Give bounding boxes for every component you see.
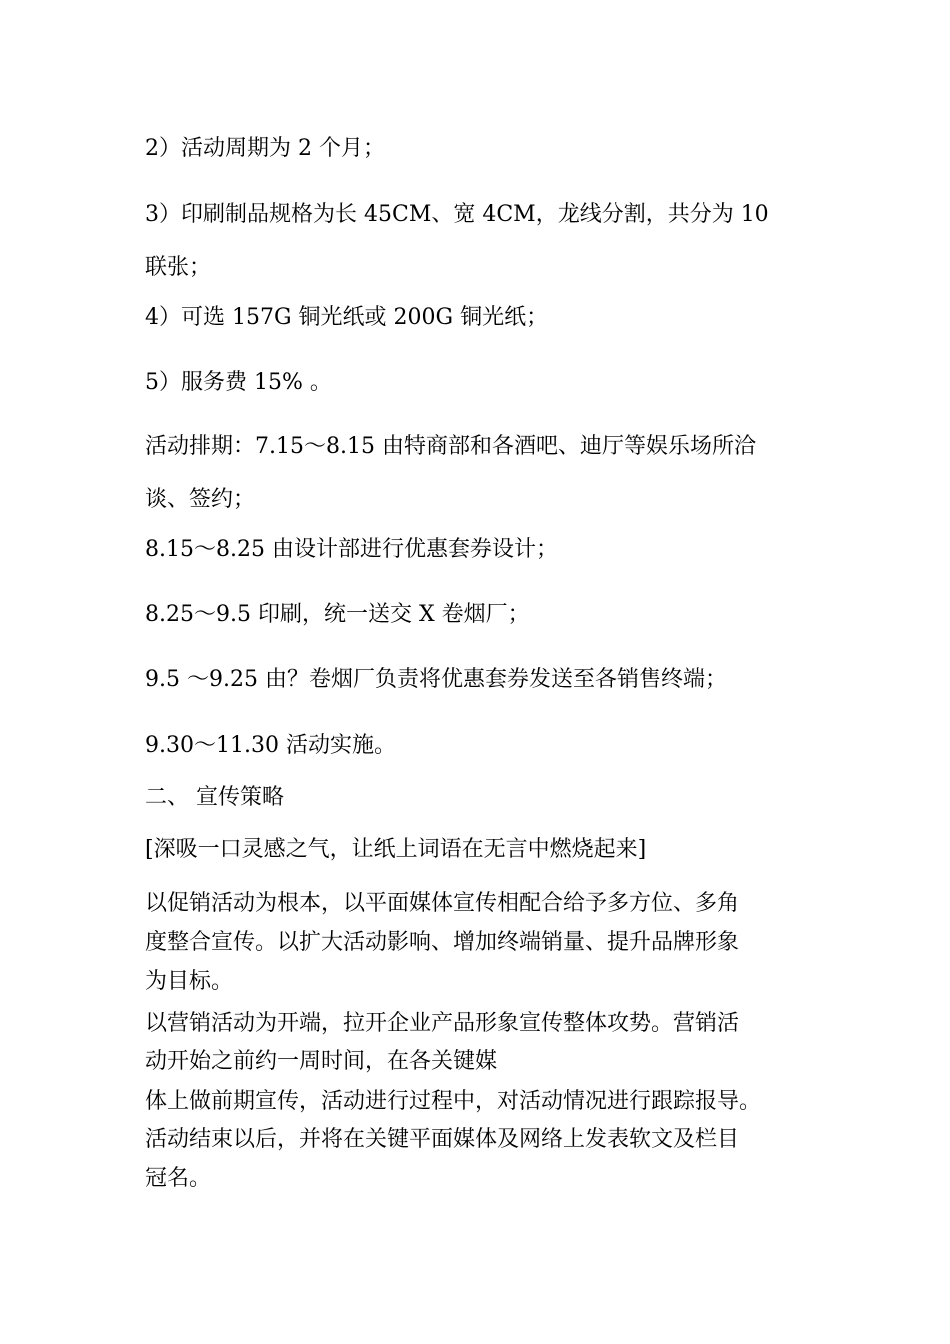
text-line: 2）活动周期为 2 个月； bbox=[145, 136, 385, 161]
text-line: 活动排期：7.15～8.15 由特商部和各酒吧、迪厅等娱乐场所洽 bbox=[145, 434, 756, 459]
text-line: 9.30～11.30 活动实施。 bbox=[145, 733, 396, 758]
text-line: 5）服务费 15% 。 bbox=[145, 370, 332, 395]
text-line: 4）可选 157G 铜光纸或 200G 铜光纸； bbox=[145, 305, 549, 330]
text-line: 联张； bbox=[145, 255, 212, 280]
text-line: [深吸一口灵感之气，让纸上词语在无言中燃烧起来] bbox=[145, 837, 647, 862]
text-line: 度整合宣传。以扩大活动影响、增加终端销量、提升品牌形象 bbox=[145, 930, 740, 955]
text-line: 8.25～9.5 印刷，统一送交 X 卷烟厂； bbox=[145, 602, 530, 627]
text-line: 谈、签约； bbox=[145, 487, 256, 512]
text-line: 体上做前期宣传，活动进行过程中，对活动情况进行跟踪报导。 bbox=[145, 1089, 762, 1114]
text-line: 9.5 ～9.25 由？卷烟厂负责将优惠套券发送至各销售终端； bbox=[145, 667, 727, 692]
text-line: 冠名。 bbox=[145, 1166, 212, 1191]
text-line: 8.15～8.25 由设计部进行优惠套券设计； bbox=[145, 537, 558, 562]
text-line: 动开始之前约一周时间，在各关键媒 bbox=[145, 1049, 498, 1074]
text-line: 活动结束以后，并将在关键平面媒体及网络上发表软文及栏目 bbox=[145, 1127, 740, 1152]
section-heading: 二、 宣传策略 bbox=[145, 785, 284, 810]
text-line: 3）印刷制品规格为长 45CM、宽 4CM，龙线分割，共分为 10 bbox=[145, 202, 769, 227]
text-line: 以营销活动为开端，拉开企业产品形象宣传整体攻势。营销活 bbox=[145, 1011, 740, 1036]
text-line: 为目标。 bbox=[145, 969, 234, 994]
text-line: 以促销活动为根本，以平面媒体宣传相配合给予多方位、多角 bbox=[145, 891, 740, 916]
